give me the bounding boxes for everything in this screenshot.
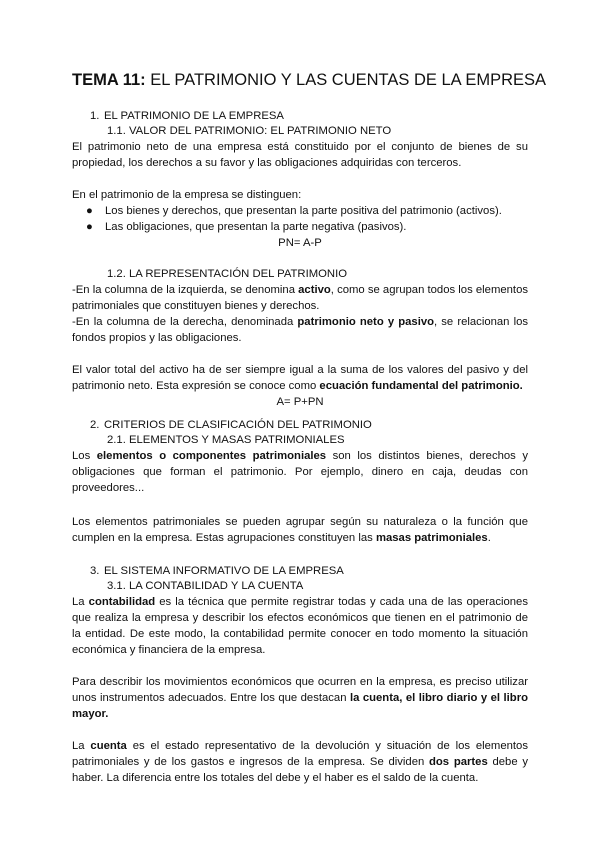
paragraph-distinguen: En el patrimonio de la empresa se distinguen: <box>72 189 302 201</box>
paragraph-pasivo <box>72 314 528 346</box>
text-run: es el estado representativo de la devolución y situación de los elementos patrimoniales y de los gastos e ingresos de la empresa. Se dividen <box>72 740 528 768</box>
text-run: . <box>487 532 491 544</box>
paragraph-ecuacion <box>72 362 528 394</box>
list-item-text: Las obligaciones, que presentan la parte negativa (pasivos). <box>105 221 407 233</box>
text-run: Los elementos patrimoniales se pueden agrupar según su naturaleza o la función que cumplen en la empresa. Estas agrupaciones constituyen las <box>72 516 528 544</box>
paragraph-masas <box>72 514 528 546</box>
list-item-text: Los bienes y derechos, que presentan la parte positiva del patrimonio (activos). <box>105 205 502 217</box>
spacer <box>72 251 528 267</box>
text-run: -En la columna de la derecha, denominada <box>72 316 298 328</box>
spacer <box>72 171 528 187</box>
title-rest: EL PATRIMONIO Y LAS CUENTAS DE LA EMPRESA <box>145 71 547 89</box>
spacer <box>72 546 528 564</box>
spacer <box>72 722 528 738</box>
spacer <box>72 410 528 418</box>
paragraph-instrumentos <box>72 674 528 722</box>
text-run: Los <box>72 450 97 462</box>
section-1-heading <box>72 109 528 124</box>
document-page <box>72 70 547 786</box>
paragraph-cuenta <box>72 738 528 786</box>
section-3-title: EL SISTEMA INFORMATIVO DE LA EMPRESA <box>104 565 344 577</box>
bold-term: cuenta <box>90 740 127 752</box>
paragraph-contabilidad <box>72 594 528 658</box>
spacer <box>72 346 528 362</box>
list-item <box>86 219 528 235</box>
text-run: , como se agrupan todos los elementos patrimoniales que constituyen bienes y derechos. <box>72 284 528 312</box>
text-run: debe y haber. La diferencia entre los totales del debe y el haber es el saldo de la cuenta. <box>72 756 528 784</box>
section-3-heading <box>72 564 528 579</box>
text-run: -En la columna de la izquierda, se denomina <box>72 284 299 296</box>
paragraph-elementos <box>72 448 528 496</box>
paragraph-patrimonio-neto: El patrimonio neto de una empresa está constituido por el conjunto de bienes de su propiedad, los derechos a su favor y las obligaciones adquiridas con terceros. <box>72 141 528 169</box>
text-run: , se relacionan los fondos propios y las obligaciones. <box>72 316 529 344</box>
section-2-title: CRITERIOS DE CLASIFICACIÓN DEL PATRIMONIO <box>104 419 372 431</box>
bold-term: patrimonio neto y pasivo <box>297 316 435 328</box>
subsection-1-1-heading: 1.1. VALOR DEL PATRIMONIO: EL PATRIMONIO NETO <box>107 125 392 137</box>
bullet-list <box>72 203 528 235</box>
text-run: son los distintos bienes, derechos y obligaciones que forman el patrimonio. Por ejemplo, dinero en caja, deudas con proveedores... <box>72 450 528 494</box>
bold-term: dos partes <box>429 756 488 768</box>
text-run: Para describir los movimientos económicos que ocurren en la empresa, es preciso utilizar unos instrumentos adecuados. Entre los que destacan <box>72 676 528 704</box>
bold-term: activo <box>298 284 331 296</box>
section-2-number: 2. <box>90 419 100 431</box>
bullet-icon: ● <box>86 205 93 217</box>
bold-term: elementos o componentes patrimoniales <box>96 450 327 462</box>
text-run: La <box>72 740 91 752</box>
section-1-number: 1. <box>90 110 100 122</box>
page-title <box>72 70 547 90</box>
bold-term: contabilidad <box>88 596 156 608</box>
text-run: La <box>72 596 89 608</box>
section-2-heading <box>72 418 528 433</box>
formula-activo: A= P+PN <box>276 396 324 408</box>
text-run: El valor total del activo ha de ser siempre igual a la suma de los valores del pasivo y del patrimonio neto. Esta expresión se conoce como <box>72 364 528 392</box>
bold-term: la cuenta, el libro diario y el libro mayor. <box>72 692 528 720</box>
subsection-3-1-heading: 3.1. LA CONTABILIDAD Y LA CUENTA <box>107 580 304 592</box>
paragraph-activo <box>72 282 528 314</box>
formula-pn: PN= A-P <box>278 237 322 249</box>
subsection-1-2-heading: 1.2. LA REPRESENTACIÓN DEL PATRIMONIO <box>107 268 348 280</box>
text-run: es la técnica que permite registrar todas y cada una de las operaciones que realiza la empresa y describir los efectos económicos que tienen en el patrimonio de la entidad. De este modo, la contabilidad permite conocer en todo momento la situación económica y financiera de la empresa. <box>72 596 528 656</box>
spacer <box>72 496 528 514</box>
section-3-number: 3. <box>90 565 100 577</box>
spacer <box>72 658 528 674</box>
list-item <box>86 203 528 219</box>
section-1-title: EL PATRIMONIO DE LA EMPRESA <box>104 110 284 122</box>
bullet-icon: ● <box>86 221 93 233</box>
bold-term: ecuación fundamental del patrimonio. <box>319 380 523 392</box>
subsection-2-1-heading: 2.1. ELEMENTOS Y MASAS PATRIMONIALES <box>107 434 345 446</box>
title-bold: TEMA 11: <box>72 71 146 89</box>
bold-term: masas patrimoniales <box>375 532 488 544</box>
